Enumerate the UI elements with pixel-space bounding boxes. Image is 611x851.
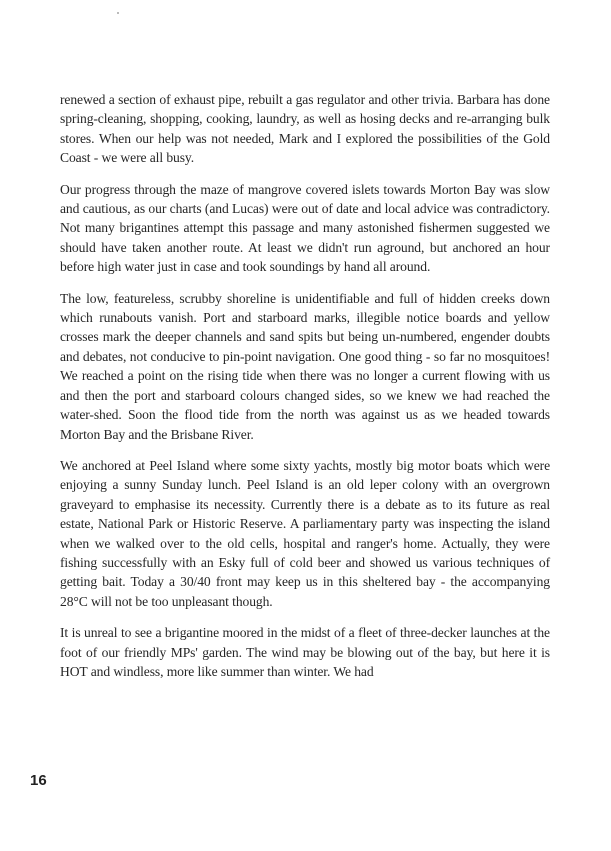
paragraph-maintenance: renewed a section of exhaust pipe, rebuilt a gas regulator and other trivia. Barbara has done spring-cleaning, shopping, cooking, laundry, as well as hosing decks and re-arranging bulk stores. When our help was not needed, Mark and I explored the possibilities of the Gold Coast - we were all busy. [60,92,550,166]
paragraph-shoreline-navigation: The low, featureless, scrubby shoreline is unidentifiable and full of hidden creeks down which runabouts vanish. Port and starboard marks, illegible notice boards and yellow crosses mark the deeper channels and sand spits but being un-numbered, engender doubts and debates, not conducive to pin-point navigation. One good thing - so far no mosquitoes! We reached a point on the rising tide when there was no longer a current flowing with us and then the port and starboard colours changed sides, so we knew we had reached the water-shed. Soon the flood tide from the north was against us as we headed towards Morton Bay and the Brisbane River. [60,290,550,442]
paragraph-peel-island: We anchored at Peel Island where some sixty yachts, mostly big motor boats which were enjoying a sunny Sunday lunch. Peel Island is an old leper colony with an overgrown graveyard to emphasise its necessity. Currently there is a debate as to its future as real estate, National Park or Historic Reserve. A parliamentary party was inspecting the island when we walked over to the old cells, hospital and ranger's home. Actually, they were fishing successfully with an Esky full of cold beer and showed us various techniques of getting bait. Today a 30/40 front may keep us in this sheltered bay - the accompanying 28°C will not be too unpleasant though. [60,457,550,609]
paragraph-brigantine-moored: It is unreal to see a brigantine moored in the midst of a fleet of three-decker launches at the foot of our friendly MPs' garden. The wind may be blowing out of the bay, but here it is HOT and windless, more like summer than winter. We had [60,625,550,679]
body-text [60,90,550,693]
scan-speck [117,12,119,14]
paragraph-mangrove-passage: Our progress through the maze of mangrove covered islets towards Morton Bay was slow and cautious, as our charts (and Lucas) were out of date and local advice was contradictory. Not many brigantines attempt this passage and many astonished fishermen suggested we should have taken another route. At least we didn't run aground, but anchored an hour before high water just in case and took soundings by hand all around. [60,181,550,275]
page-number: 16 [30,772,47,789]
